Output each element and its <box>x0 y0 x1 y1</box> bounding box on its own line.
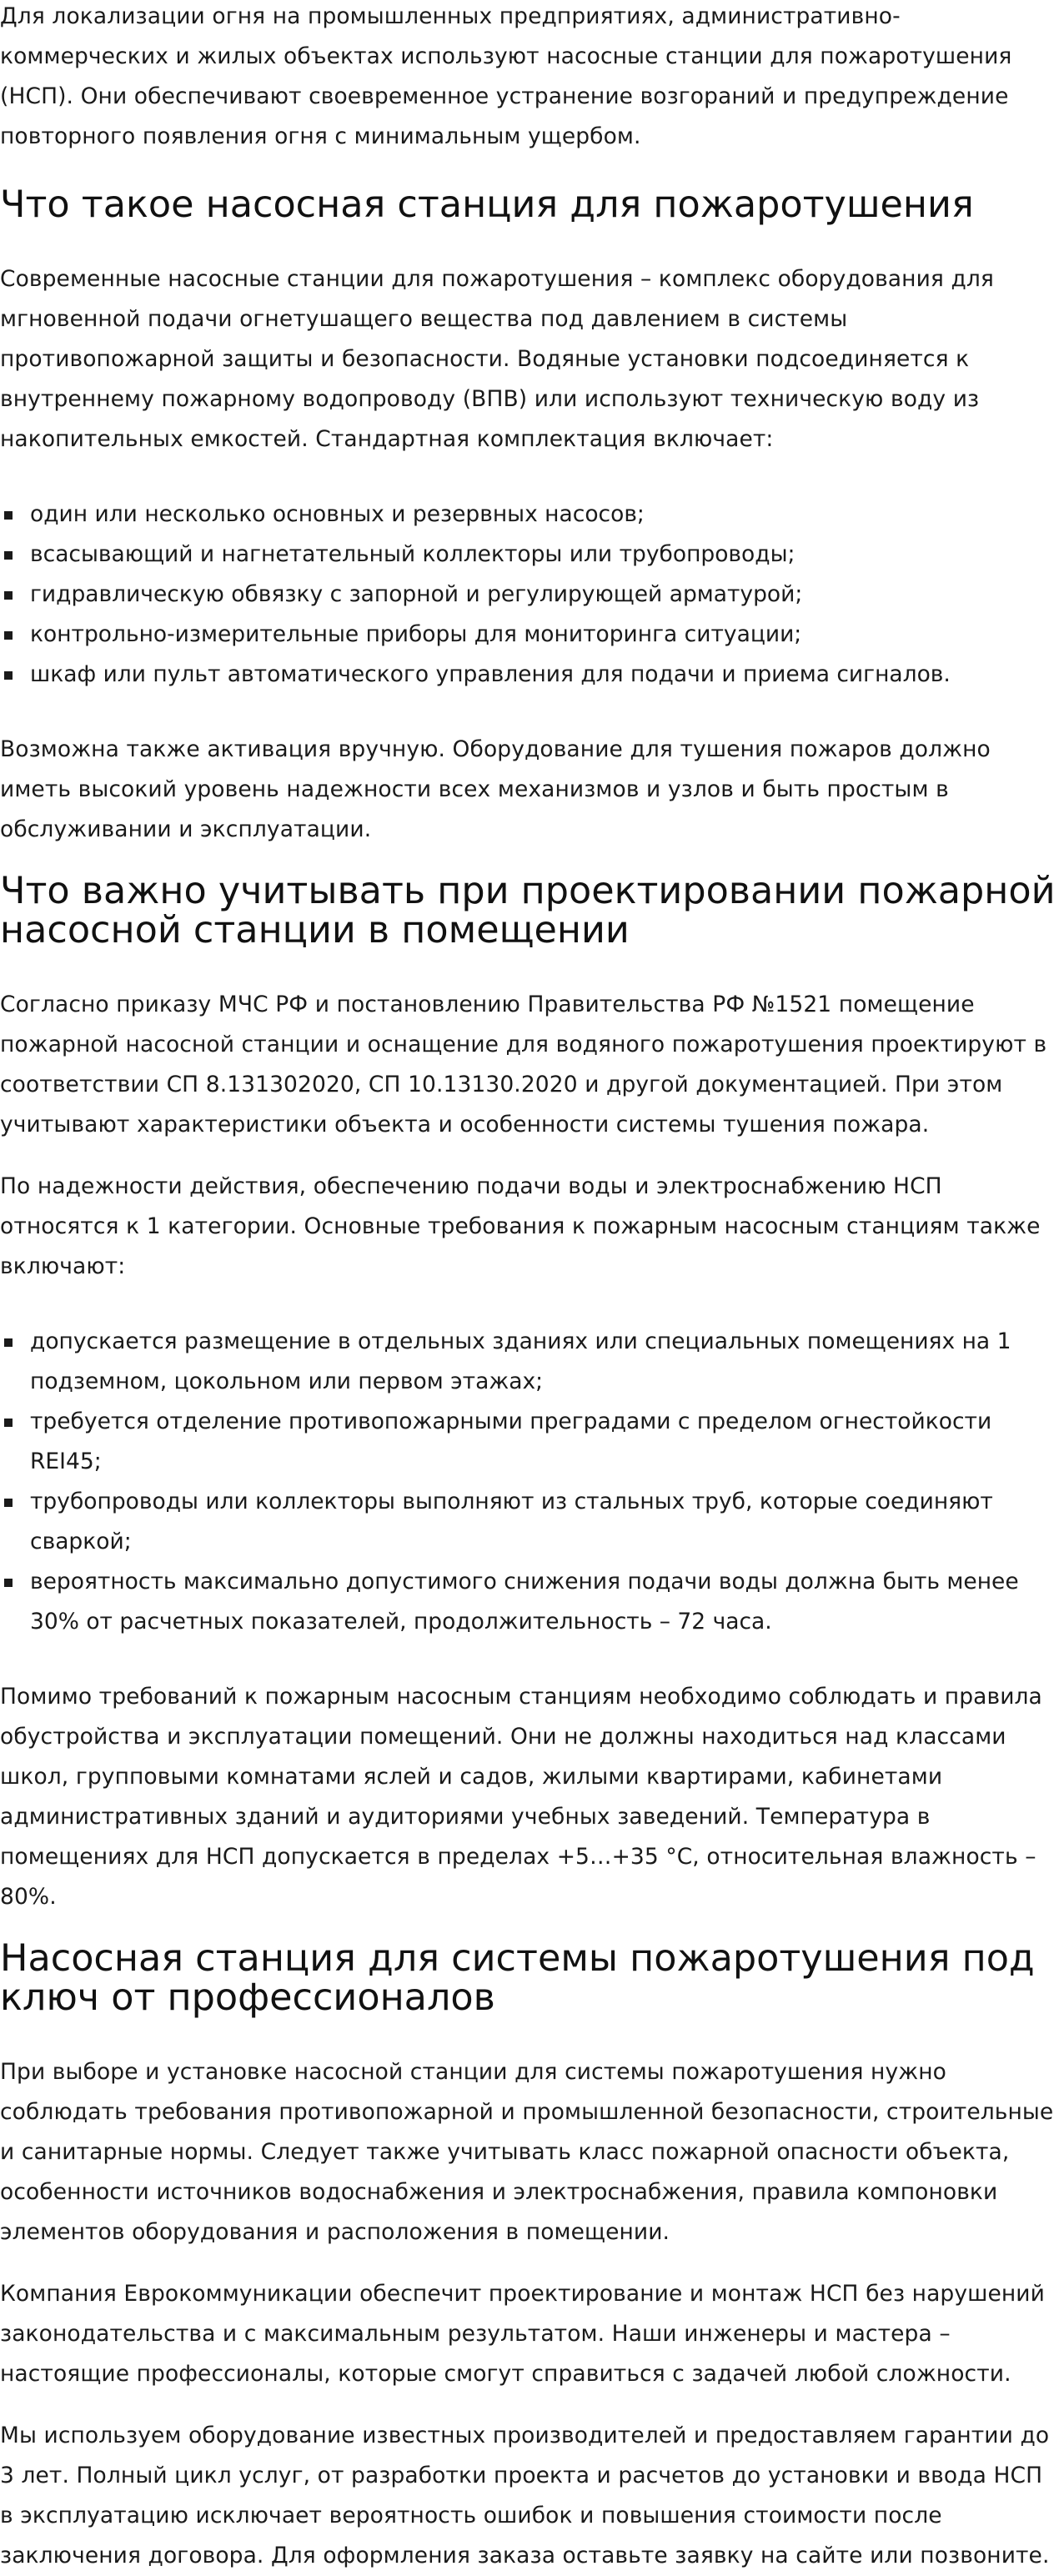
section-heading-turnkey: Насосная станция для системы пожаротушения под ключ от профессионалов <box>0 1937 1035 2019</box>
list-item: вероятность максимально допустимого снижения подачи воды должна быть менее 30% от расчетных показателей, продолжительность – 72 часа. <box>0 1562 1059 1642</box>
bullet-icon <box>4 1419 13 1427</box>
requirements-list <box>0 1322 1059 1642</box>
intro-paragraph: Для локализации огня на промышленных предприятиях, административно-коммерческих и жилых объектах используют насосные станции для пожаротушения (НСП). Они обеспечивают своевременное устранение возгораний и предупреждение повторного появления огня с минимальным ущербом. <box>0 3 1012 149</box>
list-item: гидравлическую обвязку с запорной и регулирующей арматурой; <box>0 575 1059 615</box>
section2-paragraph-2: По надежности действия, обеспечению подачи воды и электроснабжению НСП относятся к 1 категории. Основные требования к пожарным насосным станциям также включают: <box>0 1173 1041 1279</box>
bullet-icon <box>4 1579 13 1587</box>
section1-paragraph-1: Современные насосные станции для пожаротушения – комплекс оборудования для мгновенной подачи огнетушащего вещества под давлением в системы противопожарной защиты и безопасности. Водяные установки подсоединяется к внутреннему пожарному водопроводу (ВПВ) или используют техническую воду из накопительных емкостей. Стандартная комплектация включает: <box>0 266 994 452</box>
bullet-icon <box>4 671 13 680</box>
section2-paragraph-3: Помимо требований к пожарным насосным станциям необходимо соблюдать и правила обустройства и эксплуатации помещений. Они не должны находиться над классами школ, групповыми комнатами яслей и садов, жилыми квартирами, кабинетами административных зданий и аудиториями учебных заведений. Температура в помещениях для НСП допускается в пределах +5…+35 °C, относительная влажность – 80%. <box>0 1684 1042 1910</box>
components-list <box>0 495 1059 695</box>
bullet-icon <box>4 511 13 520</box>
section3-paragraph-1: При выборе и установке насосной станции для системы пожаротушения нужно соблюдать требования противопожарной и промышленной безопасности, строительные и санитарные нормы. Следует также учитывать класс пожарной опасности объекта, особенности источников водоснабжения и электроснабжения, правила компоновки элементов оборудования и расположения в помещении. <box>0 2059 1054 2245</box>
bullet-icon <box>4 591 13 600</box>
list-item: один или несколько основных и резервных насосов; <box>0 495 1059 535</box>
section-heading-what-is: Что такое насосная станция для пожаротушения <box>0 183 974 226</box>
bullet-icon <box>4 1499 13 1507</box>
bullet-icon <box>4 631 13 640</box>
section3-paragraph-2: Компания Еврокоммуникации обеспечит проектирование и монтаж НСП без нарушений законодательства и с максимальным результатом. Наши инженеры и мастера – настоящие профессионалы, которые смогут справиться с задачей любой сложности. <box>0 2281 1045 2387</box>
list-item: трубопроводы или коллекторы выполняют из стальных труб, которые соединяют сваркой; <box>0 1482 1059 1562</box>
list-item: всасывающий и нагнетательный коллекторы или трубопроводы; <box>0 535 1059 575</box>
bullet-icon <box>4 551 13 560</box>
list-item: допускается размещение в отдельных зданиях или специальных помещениях на 1 подземном, цокольном или первом этажах; <box>0 1322 1059 1402</box>
list-item: требуется отделение противопожарными преградами с пределом огнестойкости REI45; <box>0 1402 1059 1482</box>
list-item: шкаф или пульт автоматического управления для подачи и приема сигналов. <box>0 655 1059 695</box>
section-heading-design: Что важно учитывать при проектировании пожарной насосной станции в помещении <box>0 870 1056 952</box>
list-item: контрольно-измерительные приборы для мониторинга ситуации; <box>0 615 1059 655</box>
section3-paragraph-3: Мы используем оборудование известных производителей и предоставляем гарантии до 3 лет. Полный цикл услуг, от разработки проекта и расчетов до установки и ввода НСП в эксплуатацию исключает вероятность ошибок и повышения стоимости после заключения договора. Для оформления заказа оставьте заявку на сайте или позвоните. <box>0 2423 1050 2568</box>
bullet-icon <box>4 1338 13 1347</box>
section1-paragraph-2: Возможна также активация вручную. Оборудование для тушения пожаров должно иметь высокий уровень надежности всех механизмов и узлов и быть простым в обслуживании и эксплуатации. <box>0 736 991 842</box>
section2-paragraph-1: Согласно приказу МЧС РФ и постановлению Правительства РФ №1521 помещение пожарной насосной станции и оснащение для водяного пожаротушения проектируют в соответствии СП 8.131302020, СП 10.13130.2020 и другой документацией. При этом учитывают характеристики объекта и особенности системы тушения пожара. <box>0 992 1047 1137</box>
